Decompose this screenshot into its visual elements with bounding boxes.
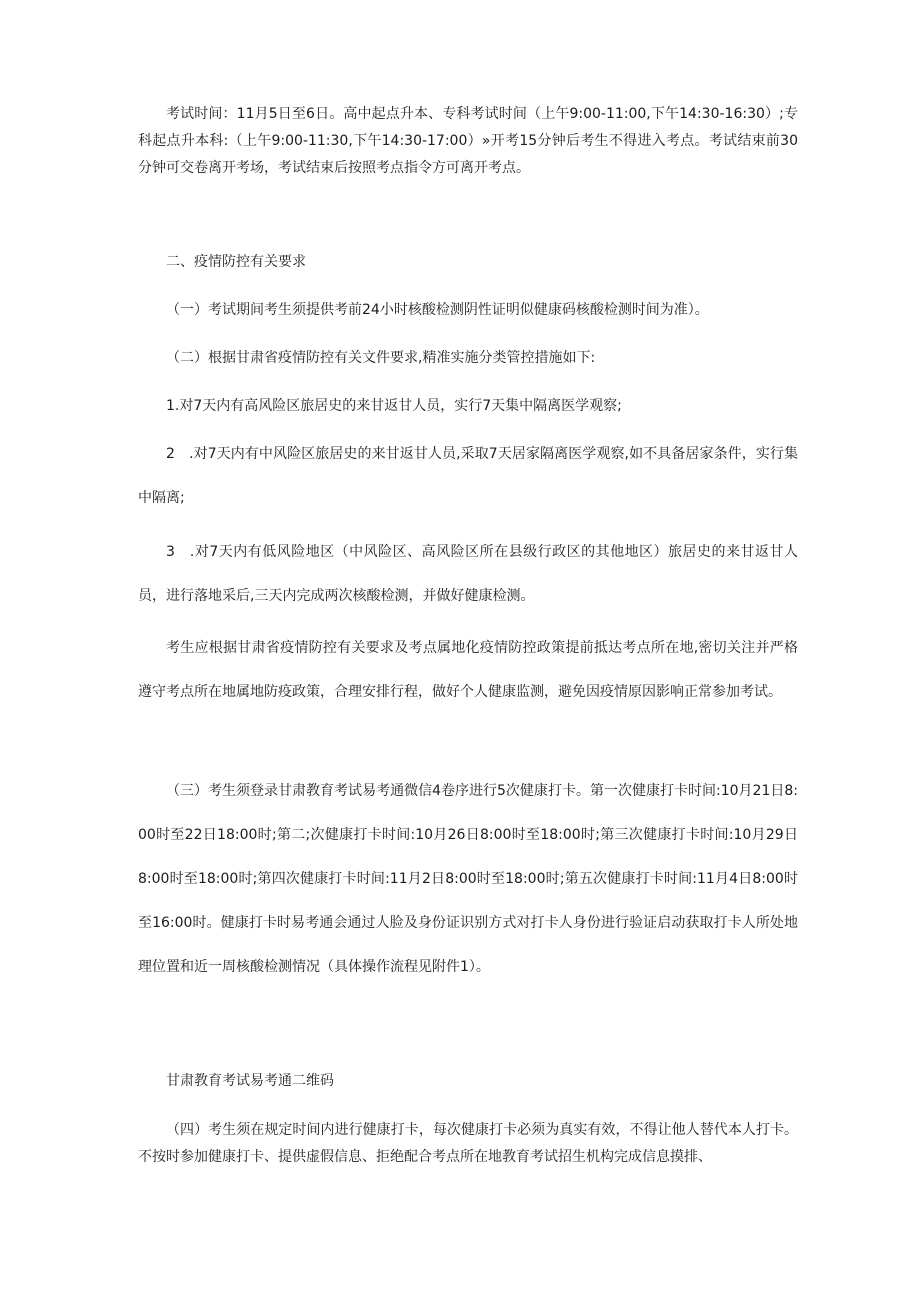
- qr-code-caption: 甘肃教育考试易考通二维码: [166, 1073, 334, 1089]
- notice-paragraph: 考生应根据甘肃省疫情防控有关要求及考点属地化疫情防控政策提前抵达考点所在地,密切关注并严格遵守考点所在地属地防疫政策，合理安排行程，做好个人健康监测，避免因疫情原因影响正常参加考试。: [138, 640, 798, 700]
- epidemic-item-1: （一）考试期间考生须提供考前24小时核酸检测阴性证明似健康码核酸检测时间为准）。: [166, 302, 709, 318]
- epidemic-item-3: （三）考生须登录甘肃教育考试易考通微信4卷序进行5次健康打卡。第一次健康打卡时间:10月21日8:00时至22日18:00时;第二;次健康打卡时间:10月26日8:00时至18:00时;第三次健康打卡时间:10月29日8:00时至18:00时;第四次健康打卡时间:11月2日8:00时至18:00时;第五次健康打卡时间:11月4日8:00时至16:00时。健康打卡时易考通会通过人脸及身份证识别方式对打卡人身份进行验证启动获取打卡人所处地理位置和近一周核酸检测情况（具体操作流程见附件1）。: [138, 783, 798, 975]
- epidemic-item-4: （四）考生须在规定时间内进行健康打卡，每次健康打卡必须为真实有效，不得让他人替代本人打卡。不按时参加健康打卡、提供虚假信息、拒绝配合考点所在地教育考试招生机构完成信息摸排、: [138, 1122, 798, 1165]
- epidemic-item-2: （二）根据甘肃省疫情防控有关文件要求,精准实施分类管控措施如下:: [166, 350, 596, 366]
- exam-time-paragraph: 考试时间：11月5日至6日。高中起点升本、专科考试时间（上午9:00-11:00,下午14:30-16:30）;专科起点升本科:（上午9:00-11:30,下午14:30-17:00）»开考15分钟后考生不得进入考点。考试结束前30分钟可交卷离开考场，考试结束后按照考点指令方可离开考点。: [138, 106, 798, 176]
- rule-medium-risk: 2 .对7天内有中风险区旅居史的来甘返甘人员,采取7天居家隔离医学观察,如不具备居家条件，实行集中隔离;: [138, 446, 798, 506]
- section-two-heading: 二、疫情防控有关要求: [166, 254, 306, 270]
- rule-low-risk: 3 .对7天内有低风险地区（中风险区、高风险区所在县级行政区的其他地区）旅居史的来甘返甘人员，进行落地采后,三天内完成两次核酸检测，并做好健康检测。: [138, 544, 798, 604]
- rule-high-risk: 1.对7天内有高风险区旅居史的来甘返甘人员，实行7天集中隔离医学观察;: [166, 398, 622, 414]
